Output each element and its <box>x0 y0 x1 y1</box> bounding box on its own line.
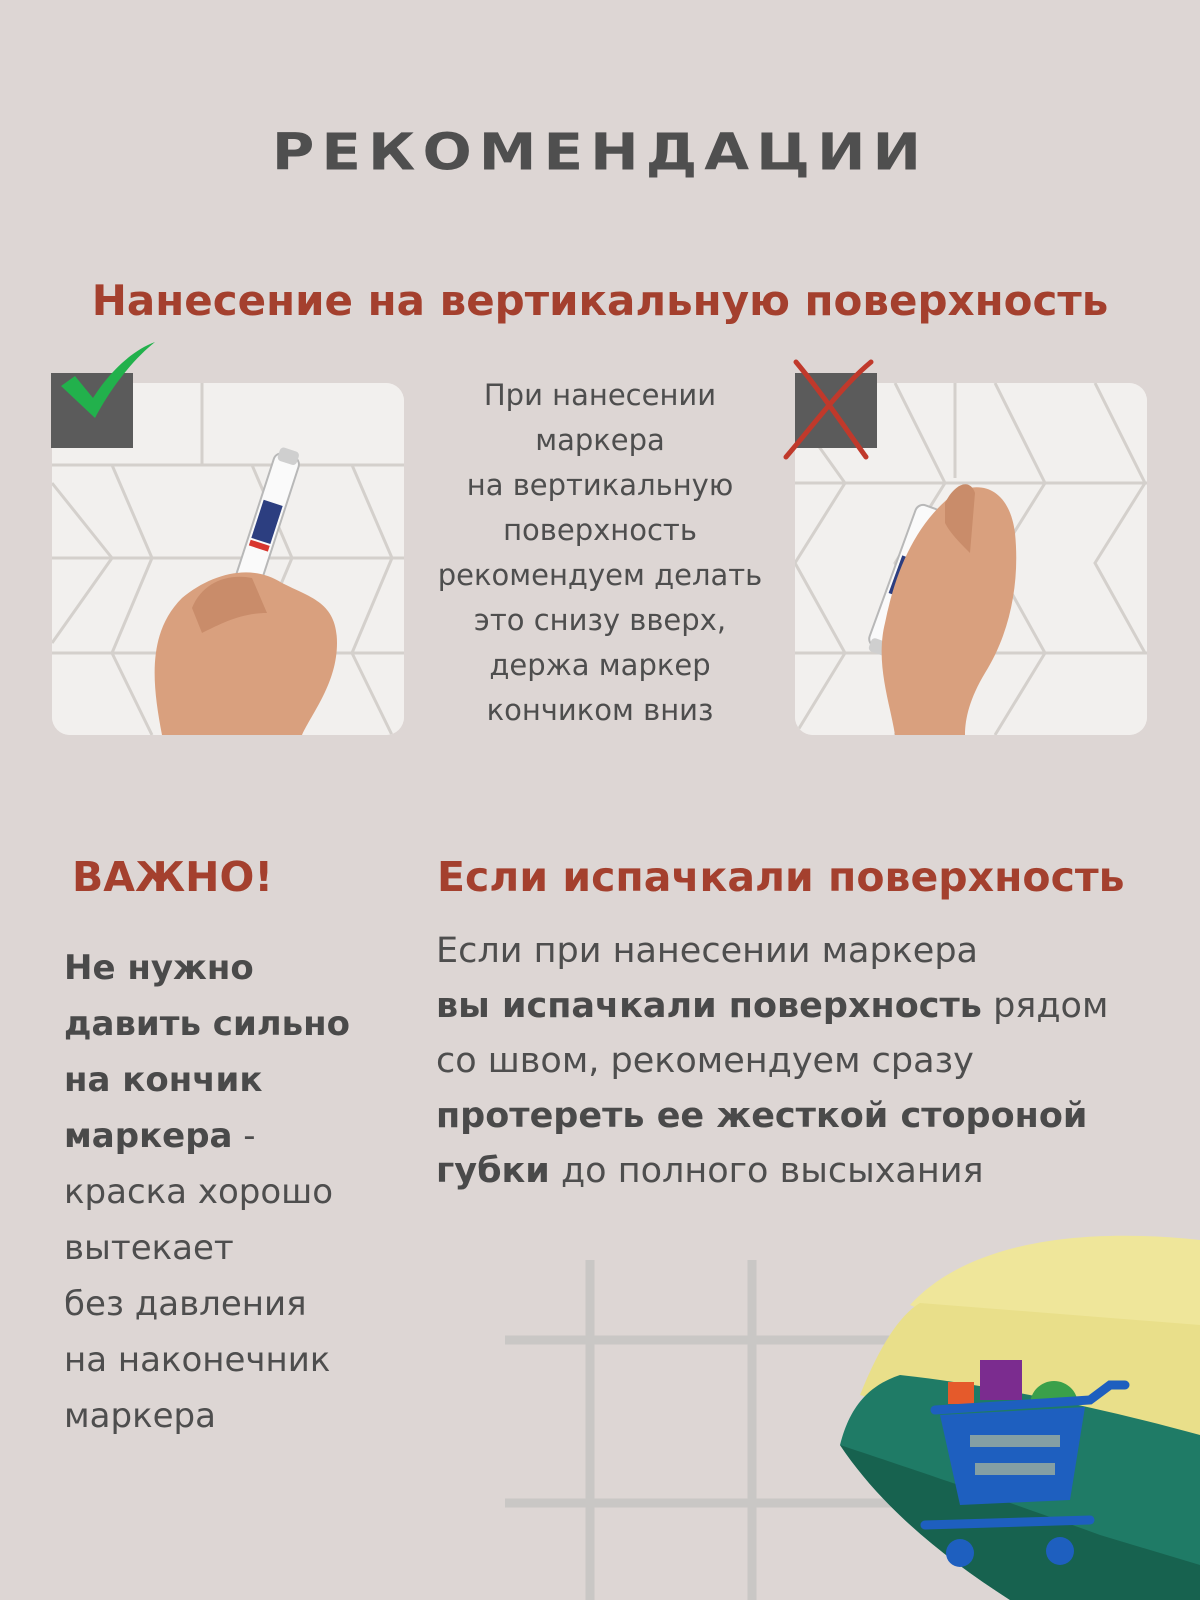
important-bold-line: маркера <box>64 1116 233 1156</box>
important-dash: - <box>232 1116 256 1156</box>
important-bold-line: на кончик <box>64 1060 263 1100</box>
instruction-line: маркера <box>535 423 665 457</box>
instruction-line: держа маркер <box>489 648 711 682</box>
dirty-surface-heading: Если испачкали поверхность <box>437 853 1125 901</box>
instruction-line: на вертикальную <box>466 468 734 502</box>
sponge-illustration <box>840 1235 1200 1600</box>
dirty-line: Если при нанесении маркера <box>436 931 979 971</box>
instruction-line: рекомендуем делать <box>437 558 763 592</box>
dirty-text-rest: рядом <box>981 986 1109 1026</box>
dirty-surface-text <box>436 924 1156 1199</box>
dirty-text-rest: до полного высыхания <box>549 1151 984 1191</box>
instruction-line: кончиком вниз <box>486 693 714 727</box>
important-line: без давления <box>64 1284 307 1324</box>
vertical-section-heading: Нанесение на вертикальную поверхность <box>91 276 1109 325</box>
important-line: на наконечник <box>64 1340 331 1380</box>
important-line: вытекает <box>64 1228 234 1268</box>
vertical-instructions <box>418 373 782 733</box>
dirty-line: со швом, рекомендуем сразу <box>436 1041 974 1081</box>
instruction-line: При нанесении <box>483 378 717 412</box>
instruction-line: поверхность <box>503 513 697 547</box>
check-icon <box>55 336 165 426</box>
important-bold-line: Не нужно <box>64 948 254 988</box>
dirty-bold-text: вы испачкали поверхность <box>436 986 982 1026</box>
dirty-bold-text: губки <box>436 1151 550 1191</box>
page-title: РЕКОМЕНДАЦИИ <box>271 122 929 182</box>
instruction-line: это снизу вверх, <box>473 603 727 637</box>
important-bold-line: давить сильно <box>64 1004 351 1044</box>
important-text <box>64 940 409 1444</box>
cross-icon <box>781 357 881 462</box>
important-line: краска хорошо <box>64 1172 334 1212</box>
important-heading: ВАЖНО! <box>72 853 274 901</box>
dirty-bold-text: протереть ее жесткой стороной <box>436 1096 1088 1136</box>
important-line: маркера <box>64 1396 216 1436</box>
